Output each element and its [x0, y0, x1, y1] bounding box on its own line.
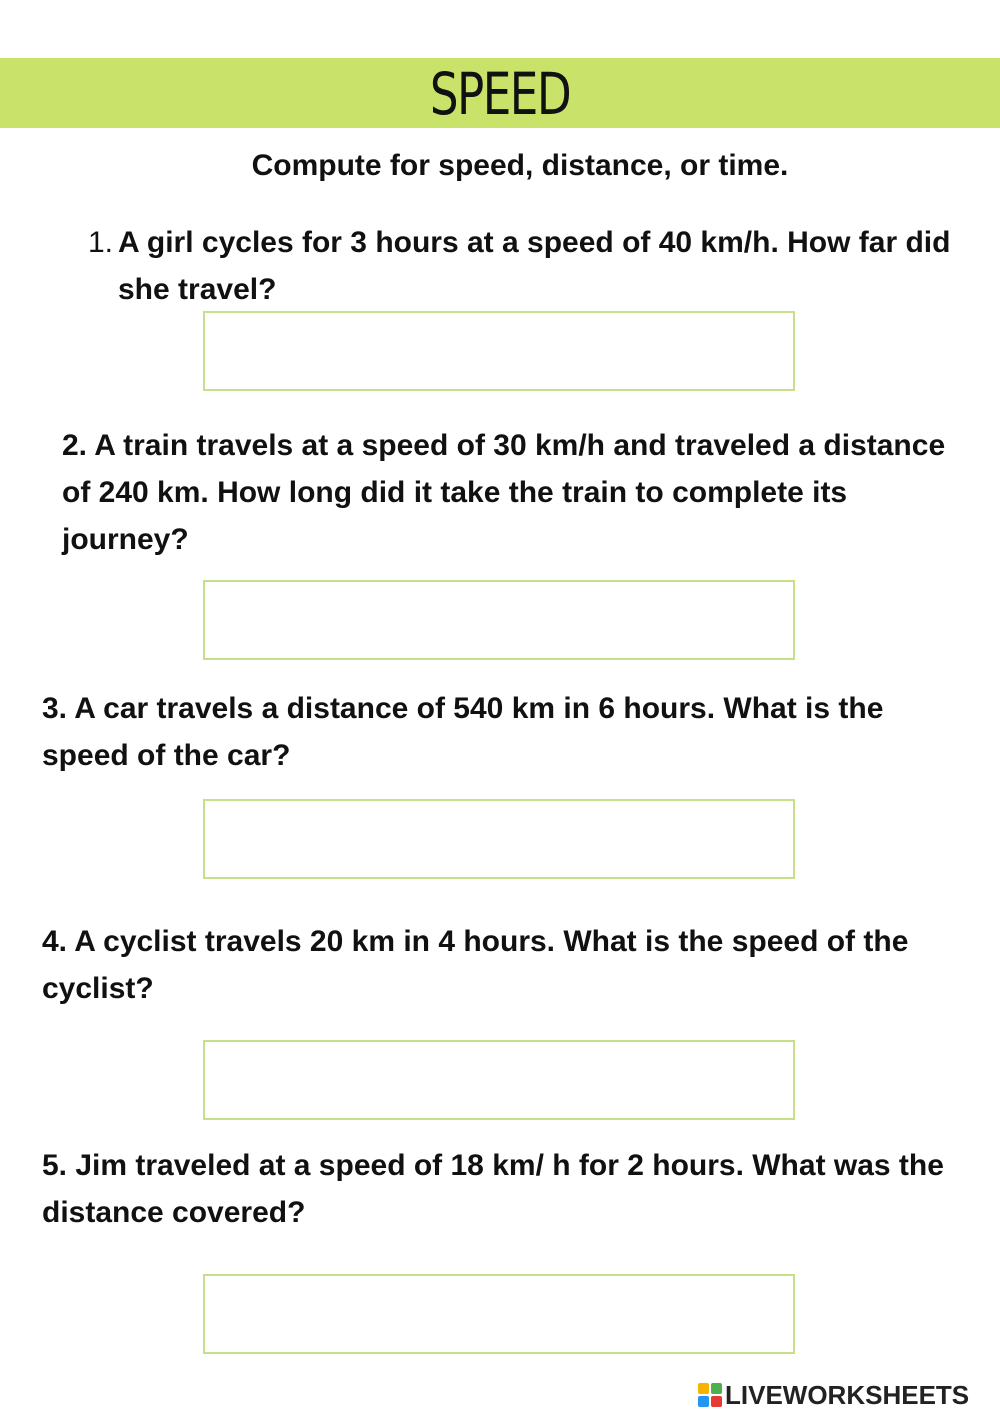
question-1-number: 1.	[88, 226, 114, 259]
liveworksheets-logo-icon	[698, 1383, 722, 1407]
instructions: Compute for speed, distance, or time.	[251, 149, 789, 182]
answer-box-1[interactable]	[203, 311, 795, 391]
question-1-text: A girl cycles for 3 hours at a speed of 40 km/h. How far did she travel?	[118, 226, 951, 306]
answer-box-2[interactable]	[203, 580, 795, 660]
question-2: 2. A train travels at a speed of 30 km/h and traveled a distance of 240 km. How long did it take the train to complete its journey?	[62, 429, 946, 556]
answer-box-5[interactable]	[203, 1274, 795, 1354]
liveworksheets-footer	[698, 1380, 969, 1410]
question-4: 4. A cyclist travels 20 km in 4 hours. What is the speed of the cyclist?	[42, 925, 909, 1005]
question-3: 3. A car travels a distance of 540 km in 6 hours. What is the speed of the car?	[42, 692, 884, 772]
question-1	[88, 219, 968, 313]
logo-square-green	[711, 1383, 722, 1394]
brand-name: LIVEWORKSHEETS	[725, 1380, 970, 1410]
logo-square-yellow	[698, 1383, 709, 1394]
question-5: 5. Jim traveled at a speed of 18 km/ h for 2 hours. What was the distance covered?	[42, 1149, 944, 1229]
logo-square-red	[711, 1396, 722, 1407]
logo-square-blue	[698, 1396, 709, 1407]
page-title: SPEED	[429, 60, 571, 128]
answer-box-3[interactable]	[203, 799, 795, 879]
answer-box-4[interactable]	[203, 1040, 795, 1120]
